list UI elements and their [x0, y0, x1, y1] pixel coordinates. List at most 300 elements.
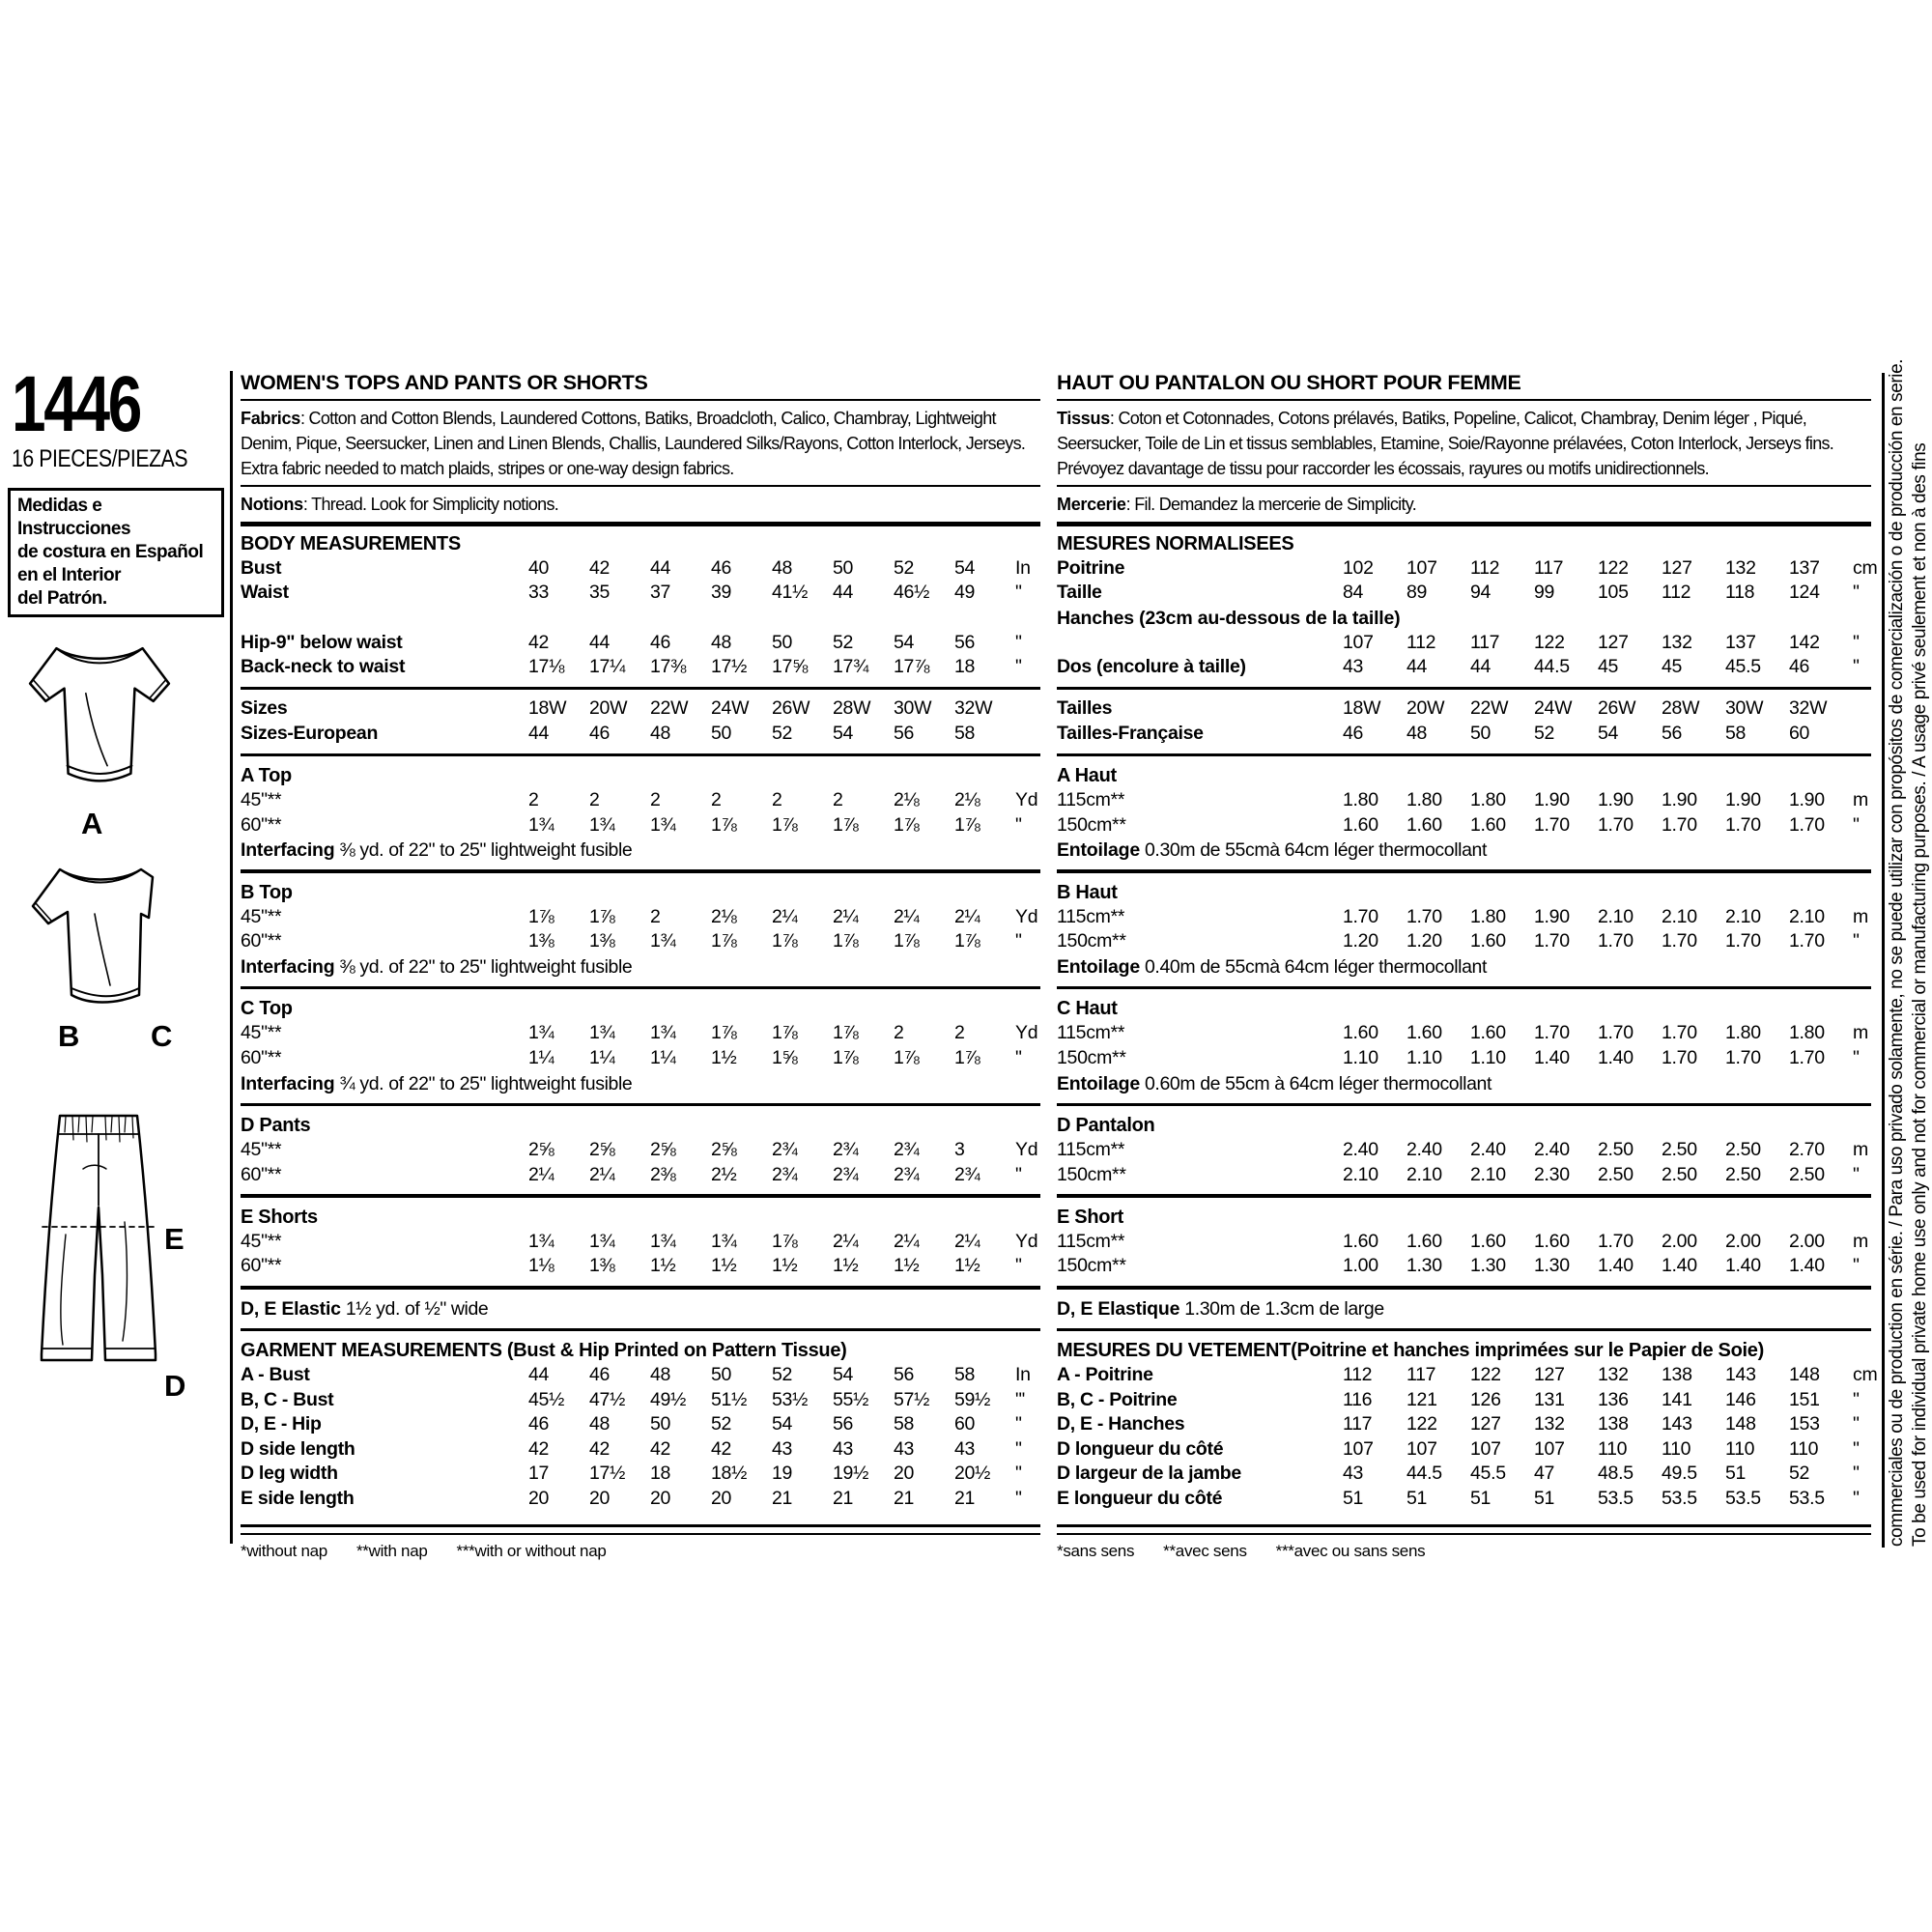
value-cell: 48 [650, 1364, 671, 1385]
value-cell: 1⅜ [589, 1255, 615, 1277]
unit-cell: " [1853, 1413, 1860, 1435]
value-cell: 48 [711, 631, 732, 653]
unit-cell: " [1853, 582, 1860, 604]
value-cell: 1.70 [1662, 1022, 1697, 1044]
block-full: Interfacing ⅜ yd. of 22" to 25" lightweight fusible [241, 955, 633, 978]
value-cell: 1¾ [528, 1022, 554, 1044]
row-label: D, E - Hanches [1057, 1413, 1185, 1435]
row-label: E longueur du côté [1057, 1487, 1223, 1509]
value-cell: 51 [1343, 1487, 1364, 1509]
block-row [1057, 1163, 1871, 1188]
unit-cell: " [1853, 1487, 1860, 1509]
value-cell: 2.40 [1534, 1139, 1570, 1161]
value-cell: 1⅜ [589, 930, 615, 952]
block-row [241, 631, 1040, 656]
value-cell: 1.60 [1343, 813, 1378, 836]
value-cell: 20 [894, 1463, 915, 1485]
fr-b-top: B Haut [1057, 881, 1118, 903]
value-cell: 17⅛ [528, 656, 565, 678]
value-cell: 42 [589, 556, 611, 579]
en-a-top: A Top [241, 765, 292, 787]
fr-garment-measurements-title: MESURES DU VETEMENT(Poitrine et hanches imprimées sur le Papier de Soie) [1057, 1340, 1764, 1361]
value-cell: 1¾ [589, 1230, 615, 1252]
value-cell: 2⅛ [954, 789, 980, 811]
unit-cell: m [1853, 1230, 1868, 1252]
value-cell: 20 [589, 1487, 611, 1509]
value-cell: 56 [894, 1364, 915, 1385]
value-cell: 30W [894, 697, 932, 720]
divider-rule [1057, 1103, 1871, 1107]
value-cell: 45 [1598, 656, 1619, 678]
row-label: Dos (encolure à taille) [1057, 656, 1246, 678]
value-cell: 1½ [954, 1255, 980, 1277]
value-cell: 50 [650, 1413, 671, 1435]
value-cell: 143 [1725, 1364, 1756, 1385]
row-label: Back-neck to waist [241, 656, 406, 678]
value-cell: 117 [1470, 631, 1500, 653]
value-cell: 28W [1662, 697, 1700, 720]
block-row [241, 1412, 1040, 1437]
value-cell: 1.60 [1406, 813, 1442, 836]
value-cell: 1.30 [1406, 1255, 1442, 1277]
row-label: 60"** [241, 813, 282, 836]
value-cell: 46 [589, 722, 611, 744]
value-cell: 2¾ [954, 1163, 980, 1185]
value-cell: 138 [1598, 1413, 1629, 1435]
block-row [1057, 556, 1878, 582]
block-row [1057, 929, 1871, 954]
value-cell: 2¼ [833, 905, 859, 927]
row-label: 115cm** [1057, 1139, 1125, 1161]
unit-cell: " [1015, 1255, 1022, 1277]
value-cell: 44 [528, 1364, 550, 1385]
en-c-top: C Top [241, 998, 293, 1020]
value-cell: 146 [1725, 1388, 1756, 1410]
value-cell: 44 [1470, 656, 1492, 678]
value-cell: 43 [1343, 1463, 1364, 1485]
value-cell: 2.50 [1662, 1139, 1697, 1161]
row-label: B, C - Poitrine [1057, 1388, 1178, 1410]
value-cell: 1.70 [1789, 930, 1825, 952]
value-cell: 42 [650, 1437, 671, 1460]
value-cell: 1½ [833, 1255, 859, 1277]
value-cell: 54 [772, 1413, 793, 1435]
unit-cell: " [1853, 656, 1860, 678]
value-cell: 52 [1534, 722, 1555, 744]
unit-cell: cm [1853, 1364, 1878, 1385]
value-cell: 21 [894, 1487, 915, 1509]
value-cell: 58 [954, 1364, 976, 1385]
unit-cell: " [1015, 1463, 1022, 1485]
en-d-pants: D Pants [241, 1115, 311, 1137]
unit-cell: m [1853, 1139, 1868, 1161]
block-row [1057, 1388, 1871, 1413]
row-label: A - Bust [241, 1364, 310, 1385]
value-cell: 132 [1725, 556, 1756, 579]
value-cell: 2⅝ [711, 1139, 737, 1161]
value-cell: 2.30 [1534, 1163, 1570, 1185]
value-cell: 1½ [894, 1255, 920, 1277]
value-cell: 131 [1534, 1388, 1565, 1410]
french-column [1057, 370, 1878, 1563]
value-cell: 1⅞ [894, 930, 920, 952]
value-cell: 1⅞ [711, 813, 737, 836]
value-cell: 1⅞ [833, 930, 859, 952]
value-cell: 1.70 [1725, 1047, 1761, 1069]
block-full: Hanches (23cm au-dessous de la taille) [1057, 607, 1401, 629]
value-cell: 1.90 [1725, 789, 1761, 811]
value-cell: 2¼ [589, 1163, 615, 1185]
value-cell: 2.10 [1789, 905, 1825, 927]
value-cell: 45.5 [1470, 1463, 1506, 1485]
row-label: Sizes-European [241, 722, 379, 744]
unit-cell: In [1015, 556, 1031, 579]
value-cell: 26W [1598, 697, 1636, 720]
block-row [1057, 581, 1871, 606]
value-cell: 2⅝ [528, 1139, 554, 1161]
value-cell: 1.70 [1662, 813, 1697, 836]
value-cell: 53.5 [1725, 1487, 1761, 1509]
value-cell: 46 [711, 556, 732, 579]
value-cell: 44 [650, 556, 671, 579]
value-cell: 1.90 [1789, 789, 1825, 811]
value-cell: 1⅞ [833, 1047, 859, 1069]
value-cell: 1.90 [1534, 789, 1570, 811]
value-cell: 48 [772, 556, 793, 579]
value-cell: 2 [954, 1022, 965, 1044]
row-label: 60"** [241, 1255, 282, 1277]
value-cell: 2.10 [1725, 905, 1761, 927]
value-cell: 1.70 [1343, 905, 1378, 927]
value-cell: 57½ [894, 1388, 930, 1410]
value-cell: 44 [528, 722, 550, 744]
unit-cell: cm [1853, 556, 1878, 579]
value-cell: 1.40 [1789, 1255, 1825, 1277]
value-cell: 1.40 [1598, 1047, 1634, 1069]
value-cell: 1¾ [528, 813, 554, 836]
value-cell: 59½ [954, 1388, 991, 1410]
fr-elastic: D, E Elastique 1.30m de 1.3cm de large [1057, 1297, 1384, 1320]
row-label: 115cm** [1057, 789, 1125, 811]
value-cell: 1½ [650, 1255, 676, 1277]
block-row [1057, 696, 1871, 722]
divider-rule [241, 869, 1040, 873]
value-cell: 2.40 [1406, 1139, 1442, 1161]
value-cell: 2¼ [772, 905, 798, 927]
value-cell: 54 [954, 556, 976, 579]
value-cell: 56 [833, 1413, 854, 1435]
value-cell: 47½ [589, 1388, 626, 1410]
fr-c-top: C Haut [1057, 998, 1118, 1020]
value-cell: 1.40 [1534, 1047, 1570, 1069]
value-cell: 122 [1470, 1364, 1501, 1385]
divider-rule [241, 399, 1040, 401]
value-cell: 1⅞ [528, 905, 554, 927]
value-cell: 1¾ [650, 813, 676, 836]
fr-body-measurements-title: MESURES NORMALISEES [1057, 532, 1294, 554]
en-b-top: B Top [241, 881, 293, 903]
value-cell: 17 [528, 1463, 550, 1485]
value-cell: 52 [711, 1413, 732, 1435]
value-cell: 54 [833, 1364, 854, 1385]
unit-cell: " [1853, 1463, 1860, 1485]
value-cell: 1.70 [1598, 930, 1634, 952]
row-label: 45"** [241, 1230, 282, 1252]
unit-cell: " [1015, 656, 1022, 678]
value-cell: 1.30 [1470, 1255, 1506, 1277]
block-row [1057, 1021, 1871, 1046]
value-cell: 1¾ [589, 1022, 615, 1044]
value-cell: 28W [833, 697, 871, 720]
value-cell: 45½ [528, 1388, 565, 1410]
block-row [1057, 1462, 1871, 1487]
value-cell: 117 [1406, 1364, 1436, 1385]
en-fabrics: Fabrics: Cotton and Cotton Blends, Laundered Cottons, Batiks, Broadcloth, Calico, Chambray, Lightweight Denim, Pique, Seersucker, Linen and Linen Blends, Challis, Laundered Silks/Rayons, Cotton Interlock, Jerseys. Extra fabric needed to match plaids, stripes or one-way design fabrics. [241, 409, 1026, 478]
value-cell: 2.10 [1662, 905, 1697, 927]
value-cell: 153 [1789, 1413, 1820, 1435]
value-cell: 1¾ [650, 930, 676, 952]
value-cell: 132 [1598, 1364, 1629, 1385]
row-label: Waist [241, 582, 289, 604]
value-cell: 35 [589, 582, 611, 604]
value-cell: 1.60 [1470, 813, 1506, 836]
value-cell: 44 [1406, 656, 1428, 678]
value-cell: 1⅞ [711, 1022, 737, 1044]
value-cell: 1.20 [1343, 930, 1378, 952]
row-label: 115cm** [1057, 905, 1125, 927]
copyright-line-inner: commerciales ou de production en série. / Para uso privado solamente, no se puede utilizar con propósitos de comercialización o de producción en serie. [1887, 358, 1907, 1547]
value-cell: 24W [1534, 697, 1573, 720]
value-cell: 54 [894, 631, 915, 653]
unit-cell: In [1015, 1364, 1031, 1385]
value-cell: 107 [1343, 631, 1374, 653]
value-cell: 43 [833, 1437, 854, 1460]
block-row [241, 905, 1040, 930]
value-cell: 44 [589, 631, 611, 653]
value-cell: 1.70 [1598, 1022, 1634, 1044]
divider-rule [241, 1524, 1040, 1535]
value-cell: 33 [528, 582, 550, 604]
value-cell: 1.10 [1343, 1047, 1378, 1069]
value-cell: 1.60 [1470, 1230, 1506, 1252]
value-cell: 2 [711, 789, 722, 811]
value-cell: 2 [650, 789, 661, 811]
value-cell: 1.80 [1406, 789, 1442, 811]
value-cell: 122 [1598, 556, 1629, 579]
view-c-label: C [151, 1019, 173, 1053]
value-cell: 46 [1789, 656, 1810, 678]
row-label: 150cm** [1057, 930, 1126, 952]
value-cell: 1⅞ [772, 930, 798, 952]
value-cell: 1.70 [1789, 813, 1825, 836]
value-cell: 56 [1662, 722, 1683, 744]
value-cell: 43 [894, 1437, 915, 1460]
spanish-note-line: en el Interior [17, 565, 122, 585]
row-label: Bust [241, 556, 282, 579]
value-cell: 107 [1470, 1437, 1501, 1460]
spanish-note-line: Medidas e Instrucciones [17, 496, 131, 539]
value-cell: 49.5 [1662, 1463, 1697, 1485]
value-cell: 127 [1662, 556, 1692, 579]
unit-cell: " [1015, 631, 1022, 653]
value-cell: 1.70 [1662, 930, 1697, 952]
block-row [241, 1437, 1040, 1463]
spanish-note-line: del Patrón. [17, 588, 107, 609]
unit-cell: " [1853, 930, 1860, 952]
value-cell: 52 [772, 722, 793, 744]
value-cell: 2.00 [1725, 1230, 1761, 1252]
value-cell: 1.70 [1534, 813, 1570, 836]
value-cell: 17⅜ [650, 656, 687, 678]
value-cell: 56 [894, 722, 915, 744]
value-cell: 24W [711, 697, 750, 720]
value-cell: 1.60 [1406, 1230, 1442, 1252]
divider-rule [1057, 986, 1871, 990]
footnote-item: **with nap [355, 1541, 428, 1560]
block-row [1057, 1412, 1871, 1437]
value-cell: 107 [1343, 1437, 1374, 1460]
value-cell: 17⅞ [894, 656, 930, 678]
value-cell: 1½ [772, 1255, 798, 1277]
value-cell: 1¼ [528, 1047, 554, 1069]
unit-cell: " [1015, 930, 1022, 952]
row-label: Hip-9" below waist [241, 631, 403, 653]
value-cell: 1¾ [650, 1230, 676, 1252]
value-cell: 50 [833, 556, 854, 579]
unit-cell: " [1015, 813, 1022, 836]
spanish-note-line: de costura en Español [17, 542, 204, 562]
block-row [1057, 788, 1871, 813]
block-row [241, 1254, 1040, 1279]
row-label: Sizes [241, 697, 288, 720]
block-full: Entoilage 0.30m de 55cmà 64cm léger thermocollant [1057, 839, 1487, 862]
value-cell: 2¾ [833, 1139, 859, 1161]
value-cell: 2.50 [1725, 1139, 1761, 1161]
row-label: A - Poitrine [1057, 1364, 1153, 1385]
value-cell: 51 [1470, 1487, 1492, 1509]
block-row [1057, 1046, 1871, 1071]
unit-cell: " [1853, 813, 1860, 836]
value-cell: 48 [1406, 722, 1428, 744]
value-cell: 132 [1534, 1413, 1565, 1435]
block-row [1057, 1363, 1878, 1388]
value-cell: 52 [833, 631, 854, 653]
value-cell: 2⅛ [894, 789, 920, 811]
value-cell: 2.50 [1662, 1163, 1697, 1185]
block-row [1057, 813, 1871, 838]
unit-cell: "' [1015, 1388, 1026, 1410]
value-cell: 1½ [711, 1047, 737, 1069]
row-label: 150cm** [1057, 1255, 1126, 1277]
value-cell: 1⅞ [772, 1022, 798, 1044]
value-cell: 53.5 [1598, 1487, 1634, 1509]
unit-cell: m [1853, 905, 1868, 927]
value-cell: 32W [1789, 697, 1828, 720]
value-cell: 148 [1789, 1364, 1820, 1385]
value-cell: 1⅞ [833, 1022, 859, 1044]
value-cell: 52 [772, 1364, 793, 1385]
value-cell: 46 [528, 1413, 550, 1435]
english-column [241, 370, 1040, 1563]
divider-rule [241, 687, 1040, 691]
value-cell: 50 [711, 722, 732, 744]
value-cell: 112 [1343, 1364, 1373, 1385]
value-cell: 48 [650, 722, 671, 744]
value-cell: 1.40 [1662, 1255, 1697, 1277]
top-a-illustration [21, 635, 178, 796]
block-row [241, 1487, 1040, 1512]
value-cell: 1.90 [1534, 905, 1570, 927]
block-row [241, 1163, 1040, 1188]
divider-rule [241, 986, 1040, 990]
pieces-count: 16 PIECES/PIEZAS [12, 445, 188, 472]
value-cell: 1.70 [1789, 1047, 1825, 1069]
block-gap [241, 606, 1040, 631]
row-label: 60"** [241, 930, 282, 952]
value-cell: 117 [1343, 1413, 1373, 1435]
value-cell: 1¾ [589, 813, 615, 836]
value-cell: 41½ [772, 582, 809, 604]
value-cell: 117 [1534, 556, 1564, 579]
value-cell: 2¼ [954, 905, 980, 927]
row-label: 45"** [241, 1139, 282, 1161]
unit-cell: " [1015, 1413, 1022, 1435]
block-full: Entoilage 0.60m de 55cm à 64cm léger thermocollant [1057, 1072, 1492, 1094]
divider-rule [241, 1103, 1040, 1107]
footnote-item: *sans sens [1057, 1541, 1135, 1560]
value-cell: 1¾ [528, 1230, 554, 1252]
divider-rule [241, 1194, 1040, 1198]
value-cell: 1¾ [650, 1022, 676, 1044]
value-cell: 50 [1470, 722, 1492, 744]
value-cell: 141 [1662, 1388, 1692, 1410]
divider-rule [1057, 687, 1871, 691]
value-cell: 1.60 [1406, 1022, 1442, 1044]
value-cell: 21 [833, 1487, 854, 1509]
row-label [1057, 631, 1343, 656]
en-elastic: D, E Elastic 1½ yd. of ½" wide [241, 1297, 489, 1320]
value-cell: 42 [589, 1437, 611, 1460]
top-bc-illustration [23, 857, 178, 1018]
block-row [241, 1021, 1040, 1046]
value-cell: 1.80 [1470, 789, 1506, 811]
row-label: 150cm** [1057, 813, 1126, 836]
value-cell: 126 [1470, 1388, 1501, 1410]
value-cell: 53½ [772, 1388, 809, 1410]
en-title: WOMEN'S TOPS AND PANTS OR SHORTS [241, 371, 648, 394]
value-cell: 151 [1789, 1388, 1820, 1410]
divider-rule [241, 1286, 1040, 1290]
divider-rule [1057, 869, 1871, 873]
block-row [241, 655, 1040, 680]
fr-e-shorts: E Short [1057, 1206, 1124, 1228]
value-cell: 132 [1662, 631, 1692, 653]
value-cell: 138 [1662, 1364, 1692, 1385]
value-cell: 18W [1343, 697, 1381, 720]
en-notions: Notions: Thread. Look for Simplicity notions. [241, 495, 559, 514]
value-cell: 22W [1470, 697, 1509, 720]
value-cell: 44.5 [1534, 656, 1570, 678]
value-cell: 51½ [711, 1388, 748, 1410]
divider-rule [241, 485, 1040, 487]
row-label: Tailles [1057, 697, 1113, 720]
value-cell: 46 [650, 631, 671, 653]
value-cell: 1⅜ [528, 930, 554, 952]
value-cell: 2½ [711, 1163, 737, 1185]
row-label: Poitrine [1057, 556, 1125, 579]
value-cell: 2 [894, 1022, 904, 1044]
value-cell: 45.5 [1725, 656, 1761, 678]
